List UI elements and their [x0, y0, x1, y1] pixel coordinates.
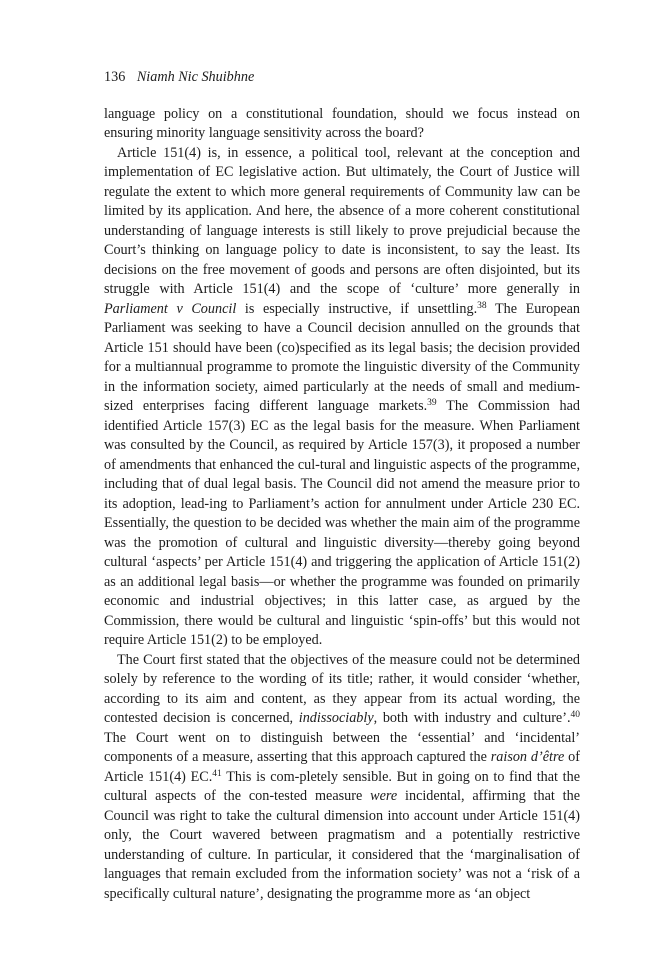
italic-text: raison d’être [490, 749, 565, 765]
footnote-reference: 40 [570, 710, 580, 720]
text-run: , both with industry and culture’. [373, 710, 571, 726]
paragraph [104, 651, 580, 905]
footnote-reference: 38 [477, 300, 487, 311]
text-run: This is com-pletely sensible. But in going on to find that the cultural aspects of the con-tested measure [104, 768, 580, 804]
text-run: is especially instructive, if unsettling. [236, 300, 478, 317]
text-run: Article 151(4) is, in essence, a political tool, relevant at the conception and implementation of EC legislative action. But ultimately, the Court of Justice will regulate the extent to which more general requirements of Community law can be limited by its application. And here, the absence of a more coherent constitutional understanding of language interests is still likely to prove prejudicial because the Court’s thinking on language policy to date is inconsistent, to say the least. Its decisions on the free movement of goods and persons are often disjointed, but its struggle with Article 151(4) and the scope of ‘culture’ more generally in [104, 144, 580, 297]
italic-text: were [370, 788, 398, 804]
paragraph [104, 144, 580, 651]
text-run: language policy on a constitutional foundation, should we focus instead on ensuring minority language sensitivity across the board? [104, 105, 580, 141]
text-run: The Commission had identified Article 157(3) EC as the legal basis for the measure. When Parliament was consulted by the Council, as required by Article 157(3), it proposed a number of amendments that enhanced the cul-tural and linguistic aspects of the programme, including that of dual legal basis. The Council did not amend the measure prior to its adoption, lead-ing to Parliament’s action for annulment under Article 230 EC. Essentially, the question to be decided was whether the main aim of the programme was the promotion of cultural and linguistic diversity—thereby going beyond cultural ‘aspects’ per Article 151(4) and triggering the application of Article 151(2) as an additional legal basis—or whether the programme was founded on primarily economic and industrial objectives; in this latter case, as argued by the Commission, there would be cultural and linguistic ‘spin-offs’ but this would not require Article 151(2) to be employed. [104, 398, 580, 648]
text-run: of Article 151(4) EC. [104, 749, 580, 785]
running-head [104, 68, 580, 88]
page-number: 136 [104, 69, 126, 85]
text-run: incidental, affirming that the Council was right to take the cultural dimension into account under Article 151(4) only, the Court wavered between pragmatism and a potentially restrictive understanding of culture. In particular, it considered that the ‘marginalisation of languages that remain excluded from the information society’ was not a ‘risk of a specifically cultural nature’, designating the programme more as ‘an object [104, 788, 580, 902]
book-page [104, 68, 580, 904]
text-run: The European Parliament was seeking to have a Council decision annulled on the grounds that Article 151 should have been (co)specified as its legal basis; the decision provided for a multiannual programme to promote the linguistic diversity of the Community in the information society, aimed particularly at the needs of small and medium-sized enterprises facing different language markets. [104, 300, 581, 414]
text-run: The Court first stated that the objectives of the measure could not be determined solely by reference to the wording of its title; rather, it would consider ‘whether, according to its aim and content, as they appear from its actual wording, the contested decision is concerned, [104, 651, 580, 726]
italic-text: indissociably [298, 710, 374, 726]
running-head-author: Niamh Nic Shuibhne [136, 69, 255, 85]
paragraph [104, 105, 580, 144]
italic-text: Parliament v Council [104, 300, 237, 317]
footnote-reference: 39 [427, 398, 437, 408]
text-run: The Court went on to distinguish between the ‘essential’ and ‘incidental’ components of a measure, asserting that this approach captured the [104, 729, 580, 765]
body-text [104, 105, 580, 905]
footnote-reference: 41 [212, 768, 222, 779]
